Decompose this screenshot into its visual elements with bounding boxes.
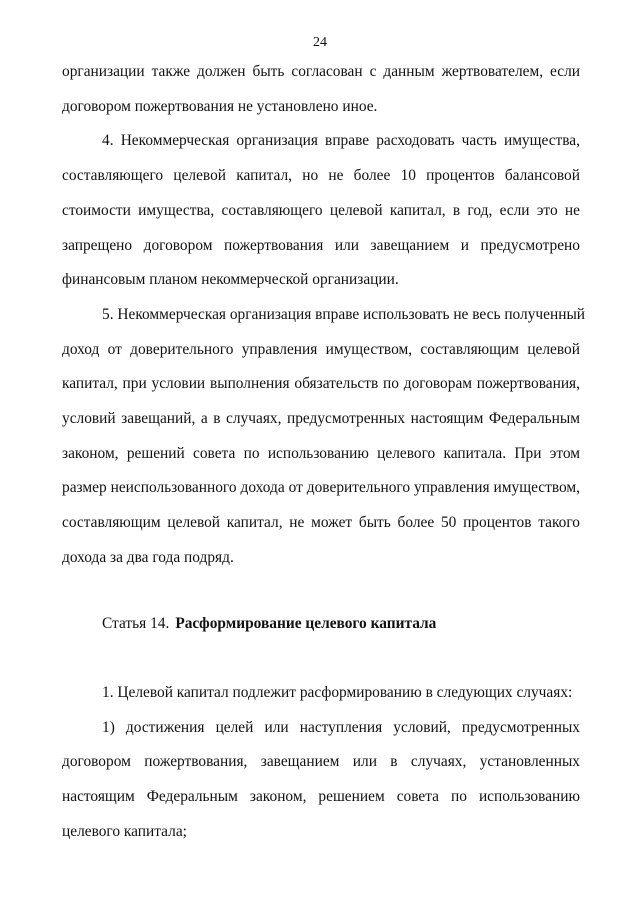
text-line: условий завещаний, а в случаях, предусмотренных настоящим Федеральным [62,410,580,427]
text-line: организации также должен быть согласован с данным жертвователем, если [62,63,580,80]
text-line: капитал, при условии выполнения обязательств по договорам пожертвования, [62,375,580,392]
text-line: стоимости имущества, составляющего целевой капитал, в год, если это не [62,202,580,219]
paragraph-first-line: 1) достижения целей или наступления условий, предусмотренных [102,719,580,736]
paragraph-first-line: 5. Некоммерческая организация вправе использовать не весь полученный [102,306,586,323]
text-line: настоящим Федеральным законом, решением совета по использованию [62,788,580,805]
page-number: 24 [313,35,327,50]
article-heading [102,614,436,634]
text-line: доход от доверительного управления имуществом, составляющим целевой [62,341,580,358]
article-label: Статья 14. [102,615,170,632]
text-line: запрещено договором пожертвования или завещанием и предусмотрено [62,237,580,254]
text-line: составляющим целевой капитал, не может быть более 50 процентов такого [62,514,580,531]
paragraph-first-line: 1. Целевой капитал подлежит расформированию в следующих случаях: [102,684,573,701]
text-line: размер неиспользованного дохода от доверительного управления имуществом, [62,479,580,496]
text-line: составляющего целевой капитал, но не более 10 процентов балансовой [62,167,580,184]
text-line: законом, решений совета по использованию целевого капитала. При этом [62,445,580,462]
text-line: договором пожертвования не установлено иное. [62,98,378,115]
text-line: договором пожертвования, завещанием или в случаях, установленных [62,753,580,770]
text-line: финансовым планом некоммерческой организации. [62,271,399,288]
article-title: Расформирование целевого капитала [175,615,437,632]
text-line: дохода за два года подряд. [62,549,234,566]
text-line: целевого капитала; [62,823,187,840]
paragraph-first-line: 4. Некоммерческая организация вправе расходовать часть имущества, [102,132,580,149]
